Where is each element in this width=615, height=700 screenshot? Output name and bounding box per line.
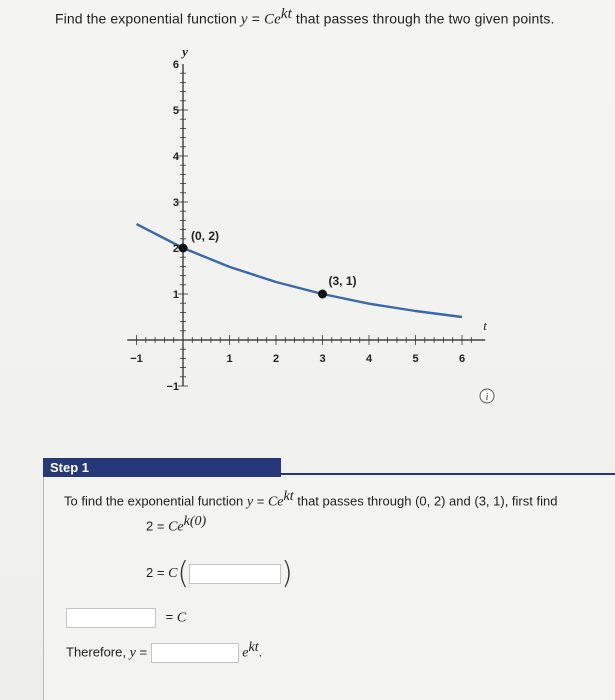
point-label: (3, 1) bbox=[328, 274, 357, 288]
step-intro: To find the exponential function $y = Ce^{kt}$ that passes through (0, 2) and (3, 1), first find bbox=[64, 489, 558, 510]
equation-3: = C bbox=[66, 608, 186, 628]
y-tick-label: 3 bbox=[172, 197, 179, 209]
equation-1: $2 = Ce^{k(0)}$ bbox=[146, 514, 207, 535]
graph-axes bbox=[127, 64, 485, 386]
x-tick-label: 3 bbox=[319, 353, 326, 365]
equation-2: 2 = C( ) bbox=[146, 556, 293, 591]
graph-labels-layer bbox=[130, 44, 487, 393]
x-tick-label: 4 bbox=[365, 353, 373, 365]
y-tick-label: 4 bbox=[172, 151, 179, 163]
y-tick-label: 6 bbox=[172, 59, 179, 71]
y-tick-label: 2 bbox=[172, 243, 179, 255]
exponent-answer-input[interactable] bbox=[189, 564, 281, 584]
step-title: Step 1 bbox=[50, 460, 90, 475]
point-label: (0, 2) bbox=[191, 229, 220, 243]
graph-ticks bbox=[137, 73, 472, 386]
step-title-bar bbox=[43, 458, 281, 477]
x-axis-label: t bbox=[483, 318, 487, 333]
svg-text:i: i bbox=[485, 392, 489, 403]
step-panel bbox=[43, 477, 615, 700]
y-axis-label: y bbox=[182, 44, 188, 59]
y-tick-label: 1 bbox=[172, 289, 179, 301]
y-tick-label: 5 bbox=[172, 105, 179, 117]
y-tick-label: −1 bbox=[166, 381, 179, 393]
info-icon[interactable] bbox=[480, 389, 494, 403]
step-divider bbox=[281, 473, 615, 475]
data-point bbox=[318, 290, 327, 299]
x-tick-label: 6 bbox=[458, 353, 466, 365]
x-tick-label: 2 bbox=[272, 353, 280, 365]
x-tick-label: −1 bbox=[130, 353, 143, 365]
exponential-graph bbox=[0, 40, 615, 405]
final-coefficient-input[interactable] bbox=[151, 643, 239, 663]
c-value-input[interactable] bbox=[66, 608, 156, 628]
final-answer-line: Therefore, $y = e^{kt}$. bbox=[66, 640, 262, 663]
question-text: Find the exponential function $y = Ce^{kt}$ that passes through the two given points. bbox=[55, 6, 555, 28]
x-tick-label: 1 bbox=[226, 353, 233, 365]
data-point bbox=[179, 244, 188, 253]
x-tick-label: 5 bbox=[412, 353, 419, 365]
